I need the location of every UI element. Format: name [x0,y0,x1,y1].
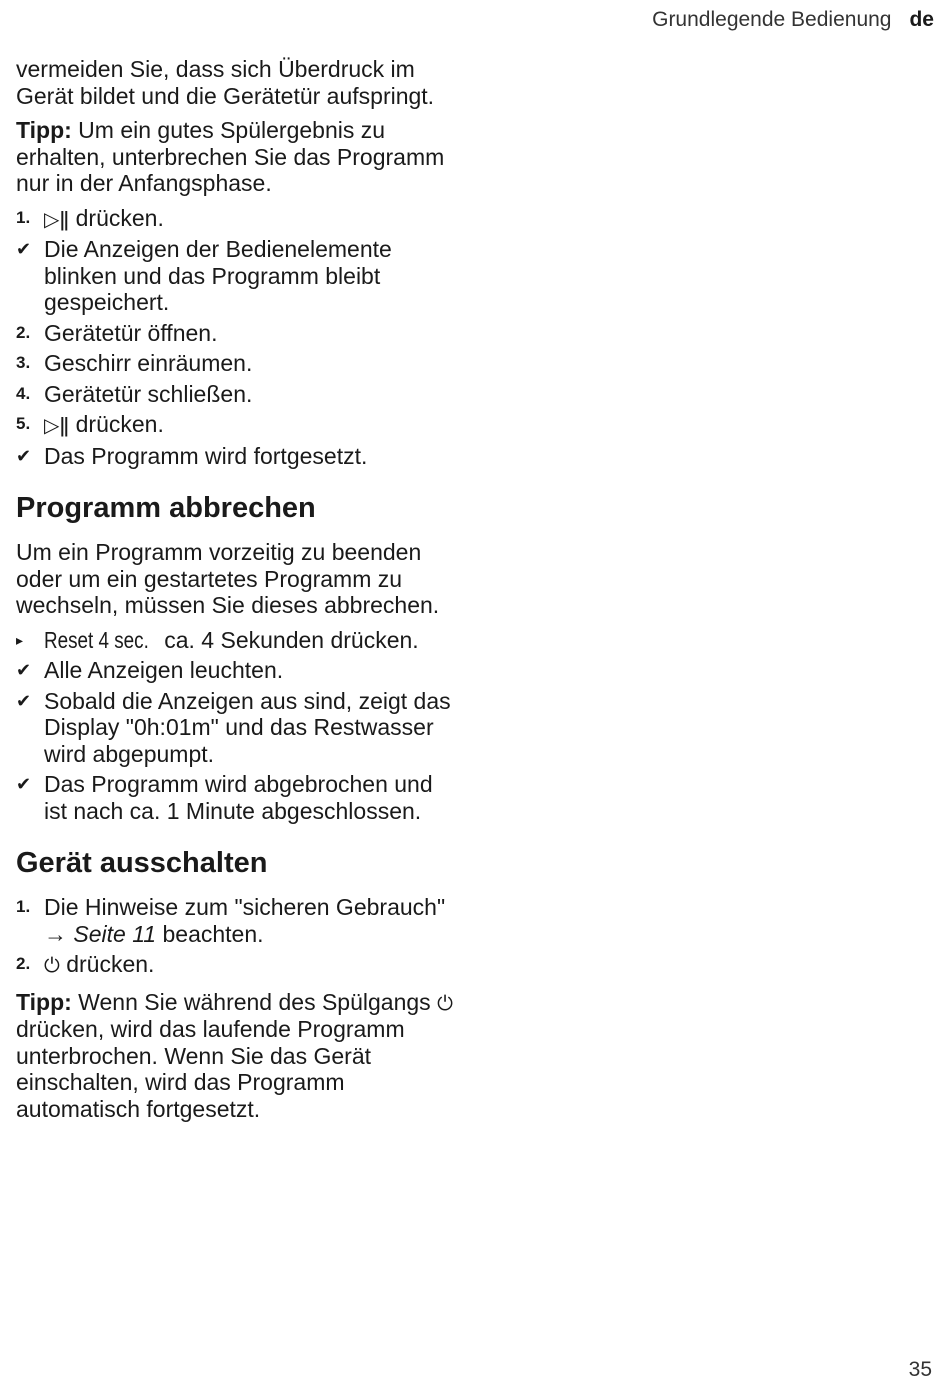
list-item [16,771,456,824]
reset-text: ca. 4 Sekunden drücken. [157,626,419,653]
intro-paragraph: vermeiden Sie, dass sich Überdruck im Gerät bildet und die Gerätetür aufspringt. [16,56,435,109]
list-item [16,350,456,377]
result-text: Das Programm wird fortgesetzt. [44,442,368,469]
tip-text: drücken, wird das laufende Programm unterbrochen. Wenn Sie das Gerät einschalten, wird das Programm automatisch fortgesetzt. [16,1016,405,1122]
power-icon: ⏻ [44,953,60,977]
tip-label: Tipp: [16,988,72,1015]
steps-list [16,205,456,470]
tip-text: Wenn Sie während des Spülgangs [71,988,438,1015]
step-text: Gerätetür schließen. [44,380,253,407]
play-pause-icon: ▷ǁ [44,206,70,231]
tip-label: Tipp: [16,117,72,143]
tip-paragraph-switch-off [16,989,456,1123]
list-item [16,627,456,654]
list-item [16,381,456,408]
step-text: drücken. [59,951,155,977]
list-item [16,951,456,979]
result-text: Sobald die Anzeigen aus sind, zeigt das Display "0h:01m" und das Restwasser wird abgepumpt. [44,687,451,767]
result-text: Das Programm wird abgebrochen und ist nach ca. 1 Minute abgeschlossen. [44,771,433,824]
check-icon: ✔ [16,660,32,680]
page-number: 35 [908,1358,932,1381]
step-number: 1. [16,207,31,227]
step-text: Die Hinweise zum "sicheren Gebrauch" [44,894,446,920]
list-item [16,443,456,470]
step-text: drücken. [69,204,164,231]
cancel-intro: Um ein Programm vorzeitig zu beenden oder um ein gestartetes Programm zu wechseln, müssen Sie dieses abbrechen. [16,539,440,618]
step-number: 4. [16,383,31,403]
section-heading-switch-off: Gerät ausschalten [16,847,268,879]
step-text-end: beachten. [156,920,264,947]
check-icon: ✔ [16,690,32,711]
step-number: 1. [16,897,31,916]
step-text: Geschirr einräumen. [44,350,253,376]
step-number: 3. [16,353,31,372]
step-number: 5. [16,414,31,433]
triangle-bullet-icon: ▸ [16,631,24,648]
list-item [16,411,456,439]
tip-paragraph [16,117,456,197]
step-text: drücken. [69,411,164,437]
step-number: 2. [16,322,31,342]
list-item [16,320,456,347]
step-number: 2. [16,954,31,973]
list-item [16,657,456,684]
header-section-title: Grundlegende Bedienung [652,8,892,31]
list-item [16,894,456,947]
check-icon: ✔ [16,445,32,466]
list-item [16,205,456,233]
result-text: Die Anzeigen der Bedienelemente blinken und das Programm bleibt gespeichert. [44,236,392,315]
list-item [16,688,456,768]
page-reference-link[interactable]: Seite 11 [73,920,157,947]
power-icon: ⏻ [437,990,453,1015]
check-icon: ✔ [16,774,32,794]
list-item [16,236,456,316]
arrow-right-icon: → [44,920,67,947]
result-text: Alle Anzeigen leuchten. [44,657,284,683]
page-header [652,8,934,32]
reset-button-label: Reset 4 sec. [44,626,149,653]
section-heading-cancel: Programm abbrechen [16,492,316,524]
step-text: Gerätetür öffnen. [44,319,218,346]
header-language: de [909,8,934,31]
check-icon: ✔ [16,239,32,259]
tip-text: Um ein gutes Spülergebnis zu erhalten, unterbrechen Sie das Programm nur in der Anfangsphase. [16,117,445,196]
content-column [16,56,456,1130]
play-pause-icon: ▷ǁ [44,413,70,437]
